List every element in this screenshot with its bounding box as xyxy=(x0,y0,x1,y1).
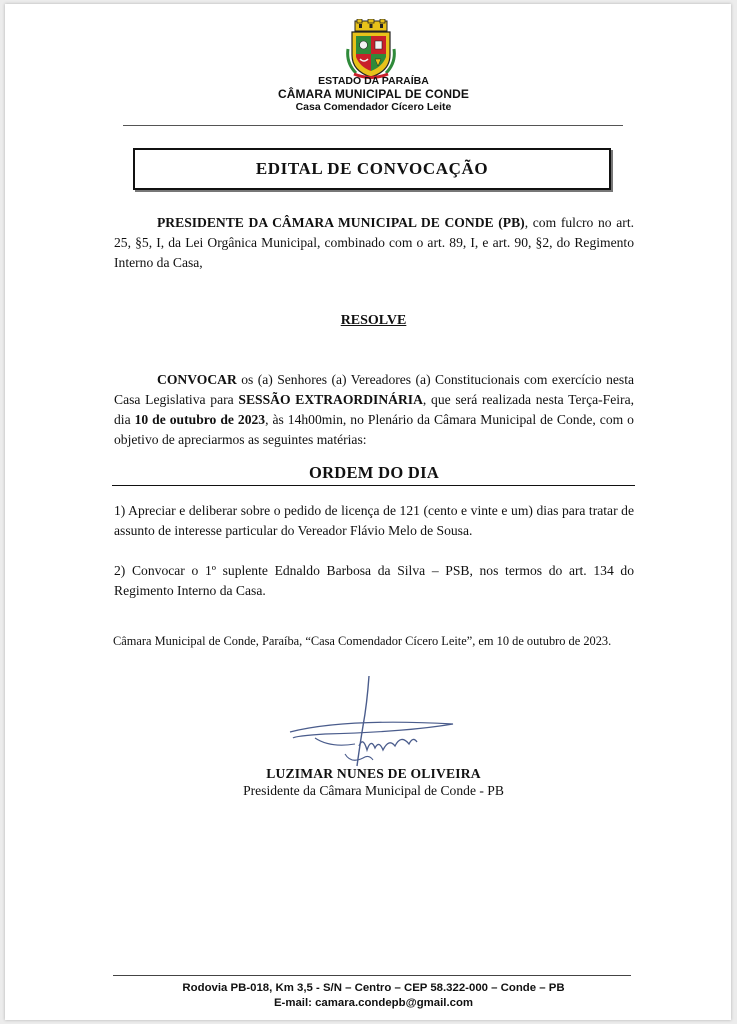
header-state: ESTADO DA PARAÍBA xyxy=(318,75,429,87)
session-date: 10 de outubro de 2023 xyxy=(134,412,266,427)
footer-address: Rodovia PB-018, Km 3,5 - S/N – Centro – CEP 58.322-000 – Conde – PB xyxy=(182,982,565,994)
convocation-text-1: os (a) Senhores (a) Vereadores (a) Constitucionais com exercício nesta Casa Legislativa para xyxy=(114,372,634,407)
convocation-paragraph xyxy=(114,370,634,450)
header-chamber-name: CÂMARA MUNICIPAL DE CONDE xyxy=(278,87,469,101)
header-house-name: Casa Comendador Cícero Leite xyxy=(295,101,452,113)
preamble-text: , com fulcro no art. 25, §5, I, da Lei Orgânica Municipal, combinado com o art. 89, I, e art. 90, §2, do Regimento Interno da Casa, xyxy=(114,215,634,270)
signer-role: Presidente da Câmara Municipal de Conde - PB xyxy=(243,783,504,798)
agenda-divider xyxy=(112,485,635,486)
document-title: EDITAL DE CONVOCAÇÃO xyxy=(255,159,489,178)
agenda-heading: ORDEM DO DIA xyxy=(308,463,440,482)
preamble-lead: PRESIDENTE DA CÂMARA MUNICIPAL DE CONDE (PB) xyxy=(157,215,525,230)
session-type: SESSÃO EXTRAORDINÁRIA xyxy=(238,392,423,407)
coat-of-arms-emblem xyxy=(346,19,396,79)
handwritten-signature xyxy=(285,674,460,774)
document-title-box xyxy=(133,148,611,190)
preamble-paragraph xyxy=(114,213,634,273)
agenda-item-1: 1) Apreciar e deliberar sobre o pedido de licença de 121 (cento e vinte e um) dias para tratar de assunto de interesse particular do Vereador Flávio Melo de Sousa. xyxy=(114,503,634,538)
convocation-text-2: , que será realizada nesta Terça-Feira, dia xyxy=(114,392,634,427)
agenda-item-2: 2) Convocar o 1º suplente Ednaldo Barbosa da Silva – PSB, nos termos do art. 134 do Regimento Interno da Casa. xyxy=(114,563,634,598)
signer-name: LUZIMAR NUNES DE OLIVEIRA xyxy=(266,766,481,781)
footer-email: E-mail: camara.condepb@gmail.com xyxy=(273,997,474,1009)
document-page xyxy=(5,4,731,1020)
header-divider xyxy=(123,125,623,126)
convocation-text-3: , às 14h00min, no Plenário da Câmara Municipal de Conde, com o objetivo de apreciarmos as seguintes matérias: xyxy=(114,412,634,447)
convocation-lead: CONVOCAR xyxy=(157,372,237,387)
resolve-heading: RESOLVE xyxy=(340,313,407,328)
footer-divider xyxy=(113,975,631,976)
closing-place-date: Câmara Municipal de Conde, Paraíba, “Casa Comendador Cícero Leite”, em 10 de outubro de 2023. xyxy=(113,634,612,648)
